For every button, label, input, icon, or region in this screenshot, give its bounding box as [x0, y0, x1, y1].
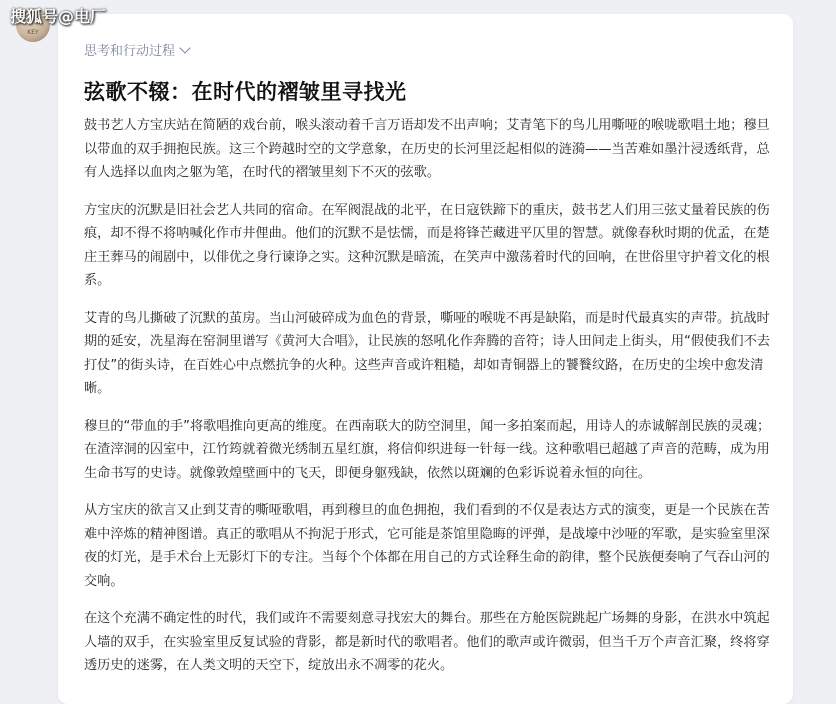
paragraph: 穆旦的“带血的手”将歌唱推向更高的维度。在西南联大的防空洞里，闻一多拍案而起，用诗人的赤诚解剖民族的灵魂；在渣滓洞的囚室中，江竹筠就着微光绣制五星红旗，将信仰织进每一针每一线。这种歌唱已超越了声音的范畴，成为用生命书写的史诗。就像敦煌壁画中的飞天，即便身躯残缺，依然以斑斓的色彩诉说着永恒的向往。	[84, 418, 771, 481]
paragraph: 从方宝庆的欲言又止到艾青的嘶哑歌唱，再到穆旦的血色拥抱，我们看到的不仅是表达方式的演变，更是一个民族在苦难中淬炼的精神图谱。真正的歌唱从不拘泥于形式，它可能是茶馆里隐晦的评弹，是战壕中沙哑的军歌，是实验室里深夜的灯光，是手术台上无影灯下的专注。当每个个体都在用自己的方式诠释生命的韵律，整个民族便奏响了气吞山河的交响。	[84, 503, 770, 589]
chevron-down-icon	[179, 42, 190, 53]
paragraph: 鼓书艺人方宝庆站在简陋的戏台前，喉头滚动着千言万语却发不出声响；艾青笔下的鸟儿用嘶哑的喉咙歌唱土地；穆旦以带血的双手拥抱民族。这三个跨越时空的文学意象，在历史的长河里泛起相似的涟漪——当苦难如墨汁浸透纸背，总有人选择以血肉之躯为笔，在时代的褶皱里刻下不灭的弦歌。	[84, 118, 770, 180]
article-title: 弦歌不辍：在时代的褶皱里寻找光	[84, 80, 407, 104]
answer-card	[58, 14, 793, 704]
article-body	[84, 114, 774, 692]
paragraph: 艾青的鸟儿撕破了沉默的茧房。当山河破碎成为血色的背景，嘶哑的喉咙不再是缺陷，而是时代最真实的声带。抗战时期的延安，冼星海在窑洞里谱写《黄河大合唱》，让民族的怒吼化作奔腾的音符；诗人田间走上街头，用“假使我们不去打仗”的街头诗，在百姓心中点燃抗争的火种。这些声音或许粗糙，却如青铜器上的饕餮纹路，在历史的尘埃中愈发清晰。	[84, 310, 770, 396]
thinking-process-toggle[interactable]	[84, 40, 189, 59]
thinking-process-label: 思考和行动过程	[84, 44, 176, 59]
watermark: 搜狐号@电厂	[10, 7, 107, 26]
paragraph: 在这个充满不确定性的时代，我们或许不需要刻意寻找宏大的舞台。那些在方舱医院跳起广场舞的身影，在洪水中筑起人墙的双手，在实验室里反复试验的背影，都是新时代的歌唱者。他们的歌声或许微弱，但当千万个声音汇聚，终将穿透历史的迷雾，在人类文明的天空下，绽放出永不凋零的花火。	[84, 611, 770, 673]
avatar-logo-text: KEY	[27, 29, 39, 36]
paragraph: 方宝庆的沉默是旧社会艺人共同的宿命。在军阀混战的北平，在日寇铁蹄下的重庆，鼓书艺人们用三弦丈量着民族的伤痕，却不得不将呐喊化作市井俚曲。他们的沉默不是怯懦，而是将锋芒藏进平仄里的智慧。就像春秋时期的优孟，在楚庄王葬马的闹剧中，以俳优之身行谏诤之实。这种沉默是暗流，在笑声中激荡着时代的回响，在世俗里守护着文化的根系。	[84, 202, 770, 288]
